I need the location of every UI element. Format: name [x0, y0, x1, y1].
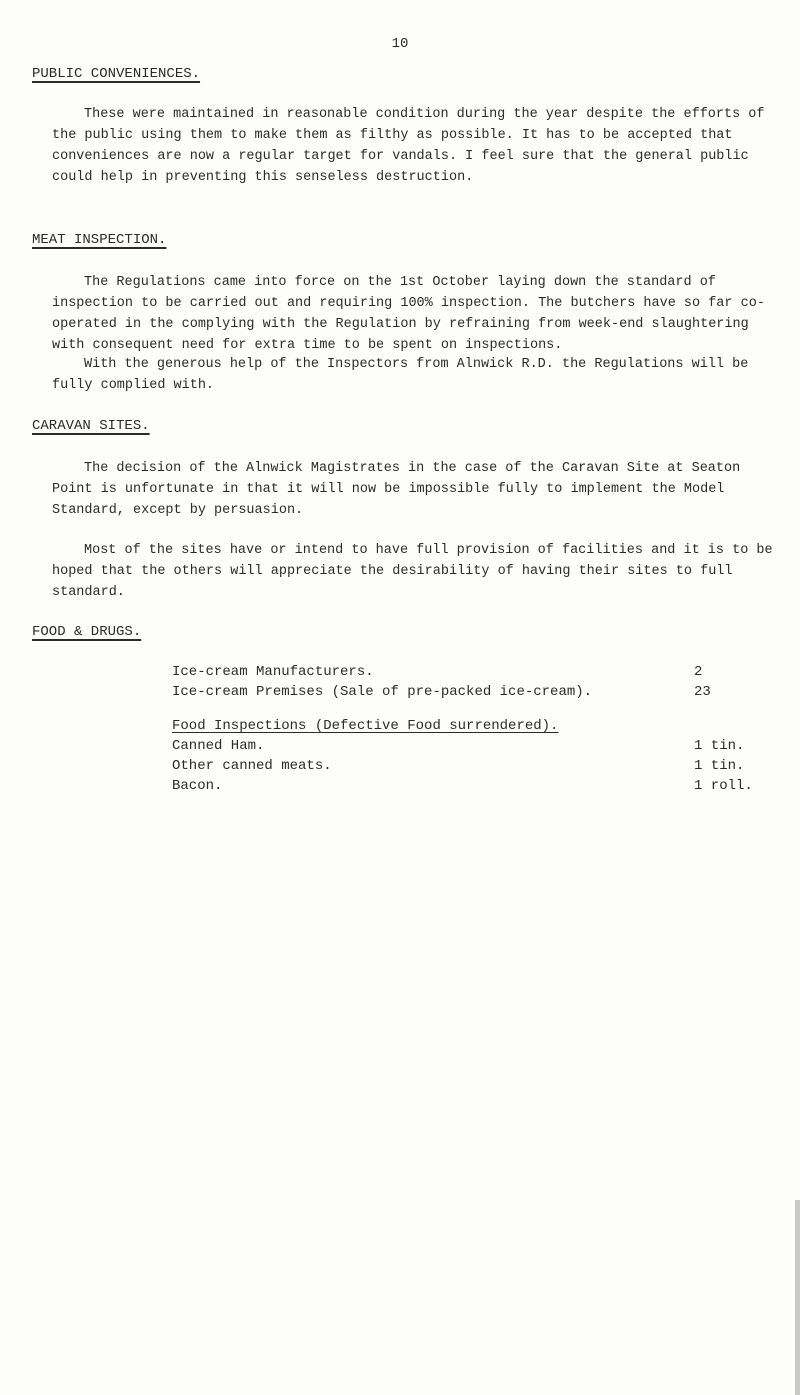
caravan-sites-paragraph-2: Most of the sites have or intend to have full provision of facilities and it is to be hoped that the others will appreciate the desirability of having their sites to full standard.	[52, 543, 773, 600]
canned-ham-value: 1 tin.	[694, 738, 745, 754]
food-drugs-heading: FOOD & DRUGS.	[32, 624, 142, 640]
public-conveniences-paragraph: These were maintained in reasonable condition during the year despite the efforts of the public using them to make them as filthy as possible. It has to be accepted that conveniences are now a regular target for vandals. I feel sure that the general public could help in preventing this senseless destruction.	[52, 107, 765, 185]
meat-inspection-heading: MEAT INSPECTION.	[32, 232, 167, 248]
meat-inspection-paragraph-2: With the generous help of the Inspectors from Alnwick R.D. the Regulations will be fully complied with.	[52, 357, 749, 393]
bacon-label: Bacon.	[172, 778, 223, 794]
public-conveniences-heading: PUBLIC CONVENIENCES.	[32, 66, 201, 82]
ice-cream-manufacturers-value: 2	[694, 664, 703, 680]
canned-ham-label: Canned Ham.	[172, 738, 265, 754]
bacon-value: 1 roll.	[694, 778, 753, 794]
meat-inspection-paragraph-1: The Regulations came into force on the 1st October laying down the standard of inspection to be carried out and requiring 100% inspection. The butchers have so far co-operated in the complying with the Regulation by refraining from week-end slaughtering with consequent need for extra time to be spent on inspections.	[52, 275, 765, 353]
ice-cream-premises-value: 23	[694, 684, 711, 700]
ice-cream-premises-label: Ice-cream Premises (Sale of pre-packed ice-cream).	[172, 684, 593, 700]
other-canned-meats-value: 1 tin.	[694, 758, 745, 774]
ice-cream-manufacturers-label: Ice-cream Manufacturers.	[172, 664, 374, 680]
caravan-sites-heading: CARAVAN SITES.	[32, 418, 150, 434]
other-canned-meats-label: Other canned meats.	[172, 758, 332, 774]
page-number: 10	[391, 36, 409, 52]
food-inspections-heading: Food Inspections (Defective Food surrendered).	[172, 718, 559, 734]
scan-edge-shadow	[795, 1200, 800, 1395]
caravan-sites-paragraph-1: The decision of the Alnwick Magistrates in the case of the Caravan Site at Seaton Point is unfortunate in that it will now be impossible fully to implement the Model Standard, except by persuasion.	[52, 461, 741, 518]
